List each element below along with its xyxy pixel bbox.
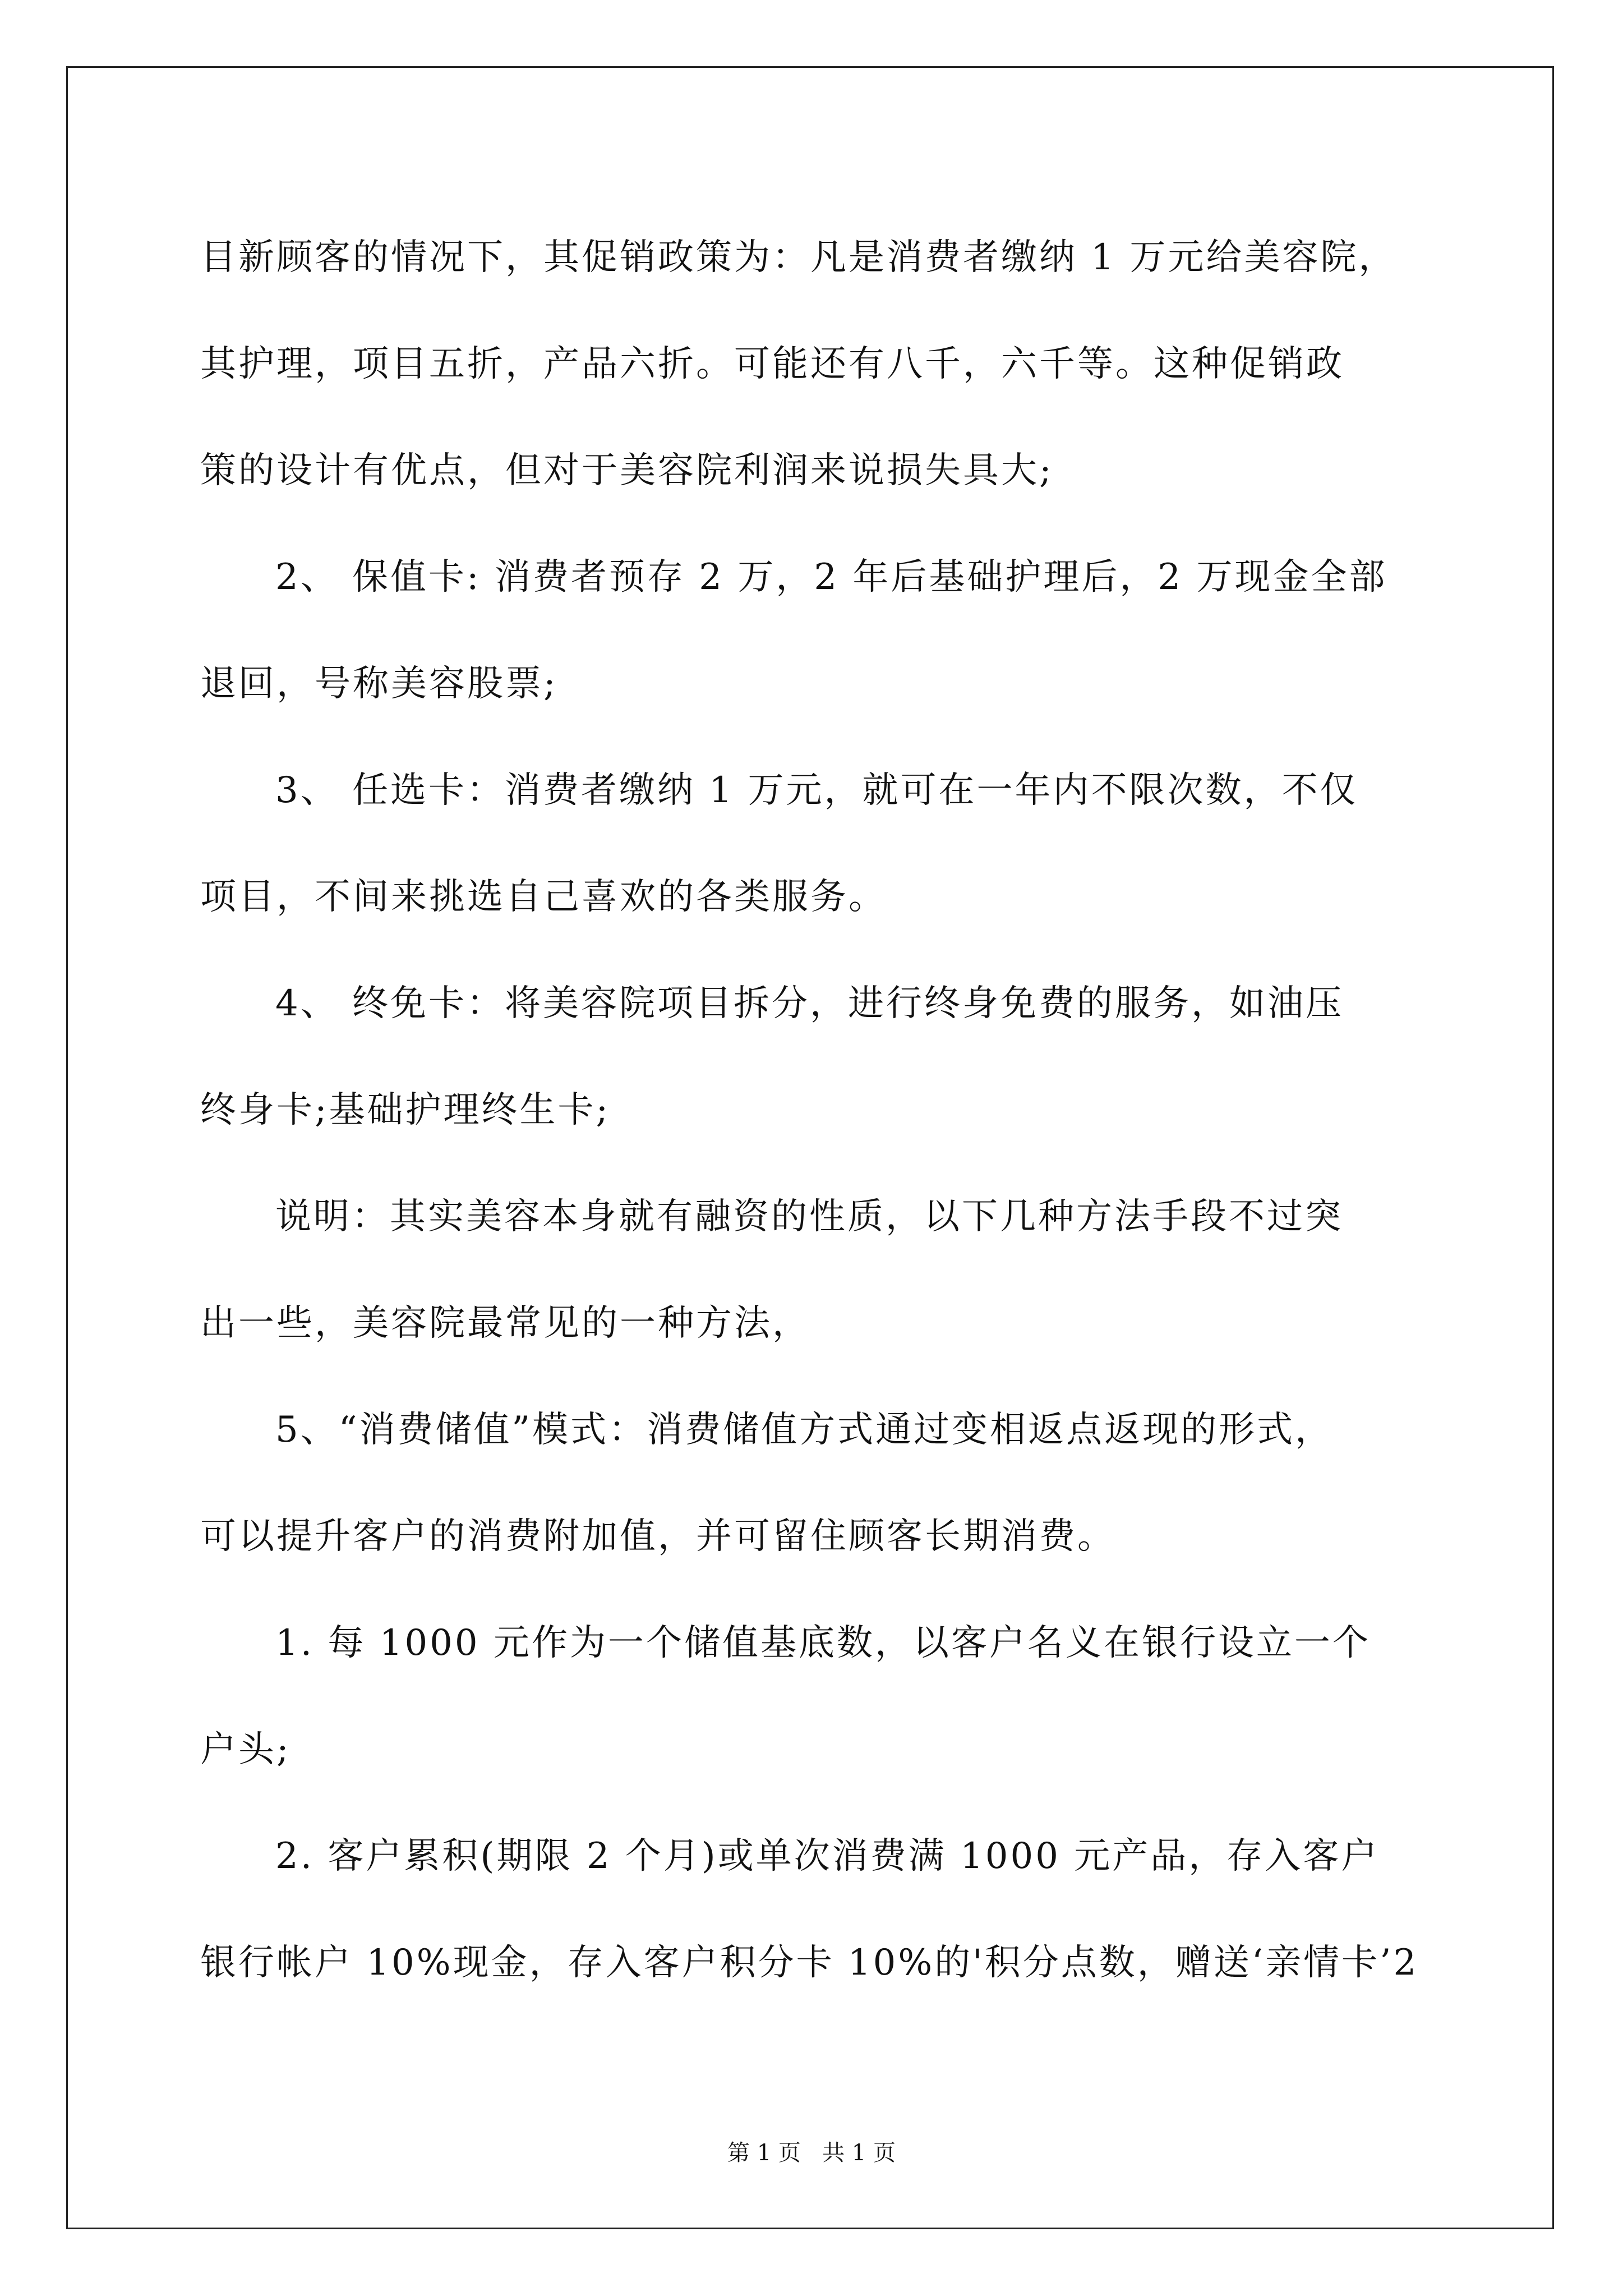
text-line: 户头; (200, 1729, 291, 1770)
text-line: 其护理，项目五折，产品六折。可能还有八千，六千等。这种促销政 (200, 343, 1344, 385)
text-line: 可以提升客户的消费附加值，并可留住顾客长期消费。 (200, 1516, 1115, 1557)
text-line: 银行帐户 10%现金，存入客户积分卡 10%的'积分点数，赠送‘亲情卡’2 (200, 1942, 1419, 1984)
text-line: 5、“消费储值”模式：消费储值方式通过变相返点返现的形式， (275, 1409, 1334, 1451)
text-line: 2. 客户累积(期限 2 个月)或单次消费满 1000 元产品，存入客户 (275, 1835, 1380, 1877)
page-footer: 第 1 页 共 1 页 (727, 2140, 896, 2166)
text-line: 1. 每 1000 元作为一个储值基底数，以客户名义在银行设立一个 (275, 1622, 1371, 1664)
text-line: 说明：其实美容本身就有融资的性质，以下几种方法手段不过突 (275, 1196, 1343, 1237)
document-body (200, 204, 1501, 2016)
text-line: 出一些，美容院最常见的一种方法， (200, 1303, 810, 1344)
text-line: 退回，号称美容股票; (200, 663, 558, 705)
text-line: 终身卡;基础护理终生卡; (200, 1089, 611, 1131)
text-line: 策的设计有优点，但对于美容院利润来说损失具大; (200, 450, 1054, 491)
text-line: 3、 任选卡：消费者缴纳 1 万元，就可在一年内不限次数，不仅 (275, 770, 1358, 811)
text-line: 4、 终免卡：将美容院项目拆分，进行终身免费的服务，如油压 (275, 983, 1344, 1024)
text-line: 项目，不间来挑选自己喜欢的各类服务。 (200, 876, 887, 918)
text-line: 目新顾客的情况下，其促销政策为：凡是消费者缴纳 1 万元给美容院， (200, 237, 1397, 278)
text-line: 2、 保值卡: 消费者预存 2 万，2 年后基础护理后，2 万现金全部 (275, 556, 1387, 598)
